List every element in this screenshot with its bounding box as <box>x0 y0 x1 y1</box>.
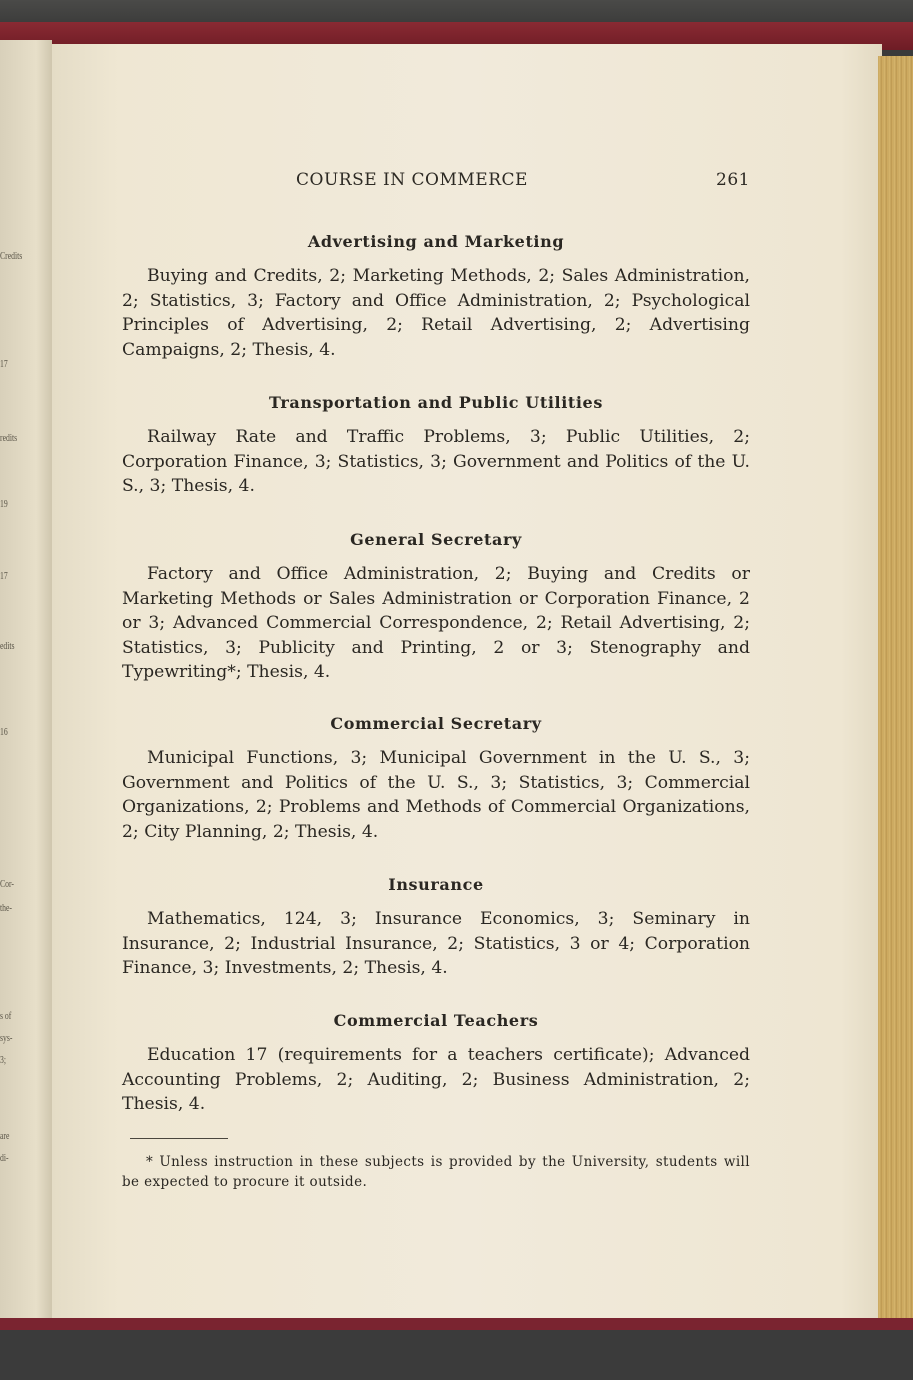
prev-page-fragment: 17 <box>0 570 8 582</box>
section-body: Mathematics, 124, 3; Insurance Economics, 3; Seminary in Insurance, 2; Industrial Insurance, 2; Statistics, 3 or 4; Corporation Finance, 3; Investments, 2; Thesis, 4. <box>122 909 750 979</box>
section-heading: Commercial Teachers <box>333 1011 539 1030</box>
prev-page-fragment: 16 <box>0 726 8 738</box>
previous-page-edge <box>0 40 52 1330</box>
section-body: Buying and Credits, 2; Marketing Methods, 2; Sales Administration, 2; Statistics, 3; Factory and Office Administration, 2; Psychological Principles of Advertising, 2; Retail Advertising, 2; Advertising Campaigns, 2; Thesis, 4. <box>122 266 750 360</box>
page-edges-gilt <box>878 56 913 1322</box>
section-heading: Transportation and Public Utilities <box>269 393 603 412</box>
prev-page-fragment: redits <box>0 432 18 444</box>
running-head <box>296 170 750 194</box>
prev-page-fragment: Cor- <box>0 878 14 890</box>
prev-page-fragment: Credits <box>0 250 23 262</box>
section-advertising-marketing <box>122 232 750 362</box>
prev-page-fragment: 3; <box>0 1054 6 1066</box>
section-commercial-teachers <box>122 1011 750 1117</box>
section-general-secretary <box>122 530 750 685</box>
page-number: 261 <box>716 170 750 190</box>
section-body: Education 17 (requirements for a teachers certificate); Advanced Accounting Problems, 2; Auditing, 2; Business Administration, 2; Thesis, 4. <box>122 1045 750 1115</box>
prev-page-fragment: are <box>0 1130 10 1142</box>
prev-page-fragment: 19 <box>0 498 8 510</box>
footnote: * Unless instruction in these subjects is provided by the University, students will be expected to procure it outside. <box>122 1154 750 1190</box>
section-heading: General Secretary <box>350 530 522 549</box>
section-body: Railway Rate and Traffic Problems, 3; Public Utilities, 2; Corporation Finance, 3; Statistics, 3; Government and Politics of the U. S., 3; Thesis, 4. <box>122 427 750 497</box>
section-heading: Commercial Secretary <box>330 714 542 733</box>
section-body: Municipal Functions, 3; Municipal Government in the U. S., 3; Government and Politics of the U. S., 3; Statistics, 3; Commercial Organizations, 2; Problems and Methods of Commercial Organizations, 2; City Planning, 2; Thesis, 4. <box>122 748 750 842</box>
section-heading: Advertising and Marketing <box>307 232 565 251</box>
section-transportation-utilities <box>122 393 750 499</box>
prev-page-fragment: the- <box>0 902 12 914</box>
prev-page-fragment: sys- <box>0 1032 13 1044</box>
book-bottom-edge <box>0 1330 913 1380</box>
footnote-rule <box>130 1138 228 1139</box>
running-head-title: COURSE IN COMMERCE <box>296 170 528 190</box>
prev-page-fragment: 17 <box>0 358 8 370</box>
section-heading: Insurance <box>388 875 484 894</box>
section-commercial-secretary <box>122 714 750 844</box>
prev-page-fragment: edits <box>0 640 15 652</box>
prev-page-fragment: di- <box>0 1152 9 1164</box>
section-insurance <box>122 875 750 981</box>
section-body: Factory and Office Administration, 2; Buying and Credits or Marketing Methods or Sales Administration or Corporation Finance, 2 or 3; Advanced Commercial Correspondence, 2; Retail Advertising, 2; Statistics, 3; Publicity and Printing, 2 or 3; Stenography and Typewriting*; Thesis, 4. <box>122 564 750 683</box>
prev-page-fragment: s of <box>0 1010 12 1022</box>
